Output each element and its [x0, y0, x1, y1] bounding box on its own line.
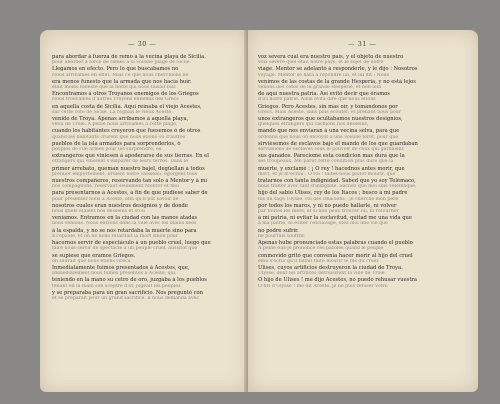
text-line: á la espalda, y no se nos retardaba la muerte sino para: [52, 227, 197, 234]
interlinear-translation-line: servissions de esclaves sous le pouvoir de ceux qui gardaient: [258, 147, 404, 153]
interlinear-translation-line: tenant en la main son sceptre d'or, jugeait les peuples: [52, 283, 181, 289]
text-line: de aquí nuestra patria. Así evitó decir que éramos: [258, 91, 390, 98]
text-line: venimos de las costas de la grande Hesperia, y no está lejos: [258, 78, 416, 85]
text-line: extrangeros que viniesen á apoderarse de sus tierras. En el: [52, 153, 209, 160]
interlinear-translation-line: nous venions. Nous entrons dans la ville avec les mains liées: [52, 221, 197, 227]
text-line: era menos funesto que la armada que nos hacía huir.: [52, 78, 192, 85]
interlinear-translation-line: Nous arrivâmes en effet. Mais ce que nous cherchions ne: [52, 72, 189, 78]
interlinear-translation-line: venons des côtes de la grande Hespérie, et non loin: [258, 85, 382, 91]
interlinear-translation-line: Grecs. Mais Aceste, sans plus écouter, et prenant nous pour: [258, 109, 401, 115]
interlinear-translation-line: à ma patrie, ni éviter l'esclavage, ôtez moi une vie que: [258, 221, 388, 227]
text-line: viage. Mentor se adelantó á responderle, y le dijo : Nosotros: [258, 66, 418, 73]
interlinear-translation-line: d'ici notre patrie. Ainsi évita dire que nous étions: [258, 97, 376, 103]
text-line: pueblos de la isla armados para sorprenderlos, ó: [52, 140, 181, 147]
interlinear-translation-line: premier emportement, brûlent notre vaisseau, égorgent tous: [52, 171, 198, 177]
text-line: en aquella costa de Sicilia. Aquí reinaba el viejo Acestes,: [52, 103, 202, 110]
text-line: sus ganados. Pareciome esta condicion mas dura que la: [258, 153, 405, 160]
text-line: Inmediatamente fuimos presentados á Acestes, que,: [52, 264, 190, 271]
interlinear-translation-line: sur cette côte de Sicile. Là régnait le vieux Aceste,: [52, 109, 173, 115]
text-line: mandó que nos enviaran á una vecina selva, para que: [258, 128, 400, 135]
interlinear-translation-line: A peine eus-je prononcé ces paroles quand le peuple: [258, 246, 384, 252]
text-line: Apenas hube pronunciado estas palabras cuando el pueblo: [258, 240, 413, 247]
text-line: no podré sufrir.: [258, 227, 299, 234]
text-line: para presentarnos á Acestes, á fin de que pudiese saber de: [52, 190, 208, 197]
interlinear-translation-line: ordonna que nous on envoyât à une voisine forêt, pour que: [258, 134, 399, 140]
interlinear-translation-line: voyage. Mentor se hâta à répondre lui, et lui dit : Nous: [258, 72, 389, 78]
text-line: venido de Troya. Apenas arribamos á aquella playa,: [52, 116, 189, 123]
interlinear-translation-line: à l'épaule, et on ne nous retardait la mort sinon pour: [52, 233, 179, 239]
text-line: á mi patria, ni evitar la esclavitud, quitad me una vida que: [258, 215, 412, 222]
text-line: Encontramos á otros Troyanos enemigos de los Griegos: [52, 91, 199, 98]
text-line: conmovido gritó que convenía hacer morir al hijo del cruel: [258, 252, 413, 259]
text-line: muerte, y exclamé : ¡ O rey ! hacednos antes morir, que: [258, 165, 405, 172]
interlinear-translation-line: pour présenter nous à Aceste, afin qu'il pût savoir de: [52, 196, 179, 202]
text-line: primer arrebato, queman nuestro bajel, degüellan á todos: [52, 165, 205, 172]
text-line: y se preparaba para un gran sacrificio. Nos preguntó con: [52, 289, 203, 296]
interlinear-translation-line: pour aborder à force de rames à la voisine plage de Sicile.: [52, 60, 191, 66]
text-line: hacernos servir de espectáculo á un pueblo cruel, luego que: [52, 240, 211, 247]
text-line: hijo del sabio Ulises, rey de los Itacos ; busco á mi padre: [258, 190, 408, 197]
text-line: se supiese que éramos Griegos.: [52, 252, 136, 259]
text-line: para abordar á fuerza de remo á la vecina playa de Sicilia.: [52, 54, 206, 60]
text-line: voz severa cual era nuestro país, y el objeto de nuestro: [258, 54, 404, 60]
text-line: O hijo de Ulises ! me dijo Acestes, no puedo rehusar vuestra: [258, 277, 417, 284]
interlinear-translation-line: ses troupeaux. Me parut cette condition plus dure que la: [258, 159, 394, 165]
left-page: [40, 30, 248, 392]
text-line: por todos los mares, y ni no puedo hallarle, ni volver: [258, 202, 397, 209]
right-page: [248, 30, 478, 392]
interlinear-translation-line: quelques étrangers qui cachions nos desseins,: [258, 122, 369, 128]
interlinear-translation-line: O fils d'Ulysse ! me dit Aceste, je ne puis refuser votre: [258, 283, 388, 289]
interlinear-translation-line: nous traiter avec tant d'indignité. Sachez que moi suis Télémaque,: [258, 184, 417, 190]
interlinear-translation-line: on saurait que nous étions Grecs.: [52, 258, 132, 264]
page-number: — 31 —: [348, 40, 377, 48]
text-line: teniendo en la mano su cetro de oro, juzgaba á los pueblos: [52, 277, 207, 284]
interlinear-translation-line: venu de Troie. A peine nous arrivâmes à cette plage,: [52, 122, 178, 128]
interlinear-translation-line: mort, et je m'écriai : O roi ! faites-nous plutôt mourir, que: [258, 171, 396, 177]
text-line: cuando los habitantes creyeron que fuesemos ó de otros: [52, 128, 201, 135]
page-text: [52, 54, 236, 302]
interlinear-translation-line: peuples de l'île armés pour les surprendre, ou: [52, 147, 162, 153]
interlinear-translation-line: nous quels étaient nos desseins et d'où: [52, 209, 145, 215]
text-line: veníamos. Entramos en la ciudad con las manos atadas: [52, 215, 198, 222]
text-line: sirviésemos de esclavos bajo el mando de los que guardaban: [258, 140, 418, 147]
interlinear-translation-line: faire nous servir de spectacle à un peuple cruel, aussitôt que: [52, 246, 198, 252]
text-line: Griegos. Pero Acestes, sin mas oír, y tomándonos por: [258, 103, 398, 110]
interlinear-translation-line: par toutes les mers, et si non peux trouver lui, ni retourner: [258, 209, 399, 215]
text-line: unos extrangeros que ocultabamos nuestros designios,: [258, 116, 403, 123]
interlinear-translation-line: quand les habitants crurent que nous étions ou d'autres: [52, 134, 186, 140]
interlinear-translation-line: était moins funeste que la flotte qui nous faisait fuir.: [52, 85, 177, 91]
text-line: nosotros cuales eran nuestros designios y de donde: [52, 202, 188, 209]
page-number: — 30 —: [128, 40, 157, 48]
interlinear-translation-line: ému s'écria qu'il fallait faire mourir le fils du cruel: [258, 258, 379, 264]
text-line: Ulises, cuyos artificios destruyeron la ciudad de Troya.: [258, 264, 403, 271]
interlinear-translation-line: nos compagnons, réservant seulement Mentor et moi: [52, 184, 179, 190]
interlinear-translation-line: Nous trouvâmes d'autres Troyens ennemis des Grecs: [52, 97, 179, 103]
interlinear-translation-line: Ulysse, dont les artifices détruisirent la ville de Troie.: [258, 271, 387, 277]
interlinear-translation-line: ne pourrais souffrir.: [258, 233, 306, 239]
interlinear-translation-line: fils du sage Ulysse, roi des Ithaciens ; je cherche mon père: [258, 196, 399, 202]
text-line: nuestros compañeros, reservando tan solo á Mentor y á mí: [52, 178, 208, 185]
text-line: tratarnos con tanta indignidad. Sabed que yo soy Telémaco,: [258, 178, 416, 185]
interlinear-translation-line: voix sévère quel était notre pays, et le sujet de notre: [258, 60, 384, 66]
page-text: [258, 54, 464, 290]
interlinear-translation-line: étrangers qui vinssent s'emparer de leurs terres. Dans le: [52, 159, 188, 165]
interlinear-translation-line: Immédiatement nous fûmes présentés à Aceste, qui,: [52, 271, 177, 277]
text-line: Llegamos en efecto. Pero lo que buscabamos no: [52, 66, 179, 73]
interlinear-translation-line: et se préparait pour un grand sacrifice. Il nous demanda avec: [52, 295, 200, 301]
